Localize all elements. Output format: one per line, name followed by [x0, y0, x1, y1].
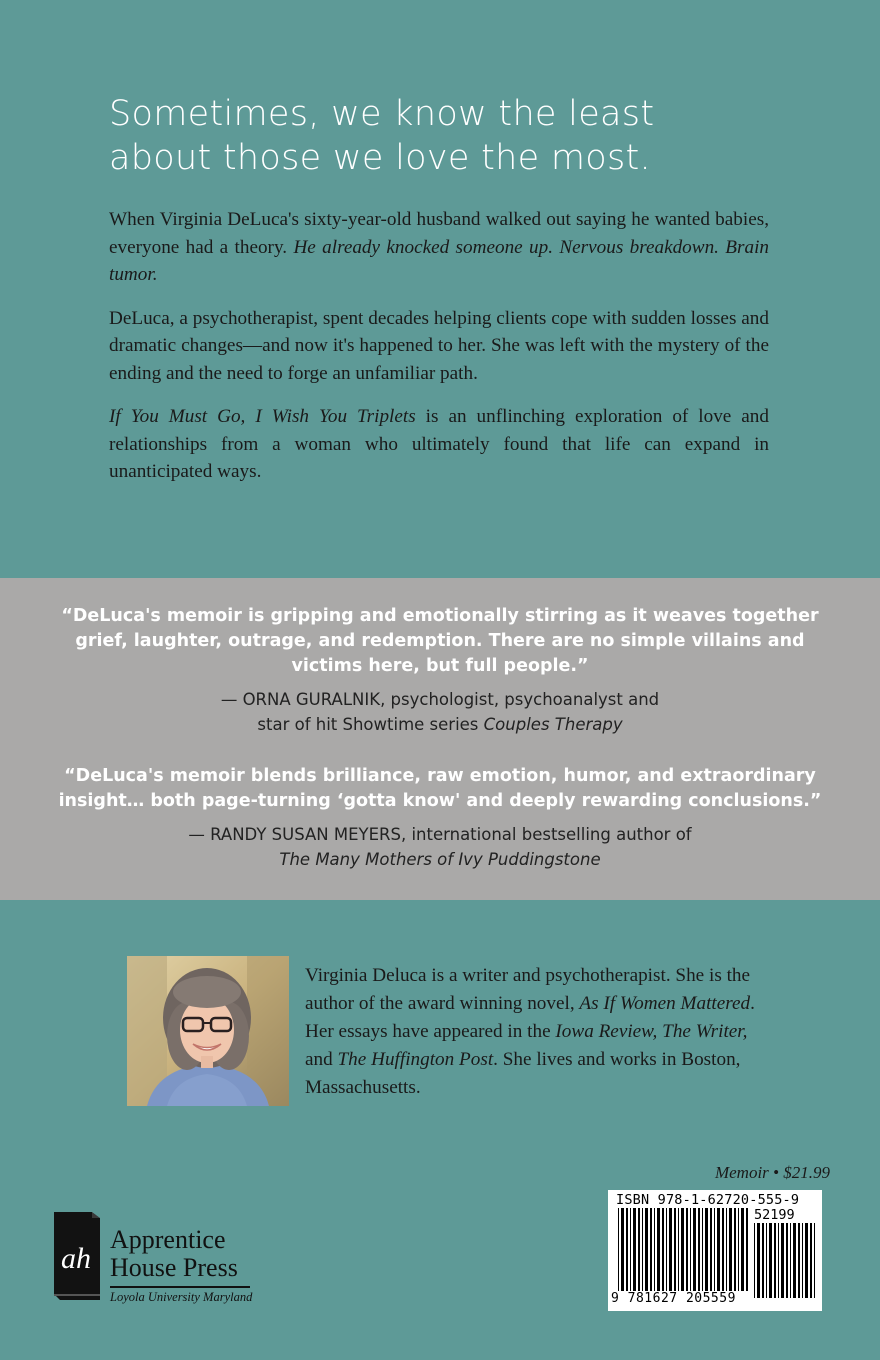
review-attribution-2 — [40, 822, 840, 872]
attribution-line: — ORNA GURALNIK, psychologist, psychoanalyst and — [220, 690, 660, 709]
barcode-bar — [693, 1208, 696, 1291]
barcode-bar — [633, 1208, 636, 1291]
barcode-bar — [666, 1208, 667, 1291]
review-quote-2: “DeLuca's memoir blends brilliance, raw emotion, humor, and extraordinary insight… both page-turning ‘gotta know' and deeply rewarding conclusions.” — [58, 766, 822, 811]
barcode-bar — [662, 1208, 664, 1291]
barcode-bar — [621, 1208, 624, 1291]
description-text: When Virginia DeLuca's sixty-year-old husband walked out saying he wanted babies, everyone had a theory. — [109, 209, 769, 258]
description-paragraph-2: DeLuca, a psychotherapist, spent decades helping clients cope with sudden losses and dramatic changes—and now it's happened to her. She was left with the mystery of the ending and the need to forge an unfamiliar path. — [109, 307, 769, 384]
barcode-bar — [741, 1208, 744, 1291]
author-portrait-illustration — [127, 956, 289, 1106]
barcode-bar — [805, 1223, 808, 1298]
description-italic-text: He already knocked someone up. Nervous breakdown. Brain tumor. — [109, 236, 770, 285]
barcode-bar — [714, 1208, 715, 1291]
barcode-bar — [798, 1223, 800, 1298]
barcode-bar — [762, 1223, 764, 1298]
barcode-bar — [814, 1223, 815, 1298]
attribution-line — [40, 712, 840, 737]
publisher-name-line-1: Apprentice — [110, 1225, 226, 1254]
attribution-line — [40, 847, 840, 872]
barcode-bar — [757, 1223, 760, 1298]
barcode-bar — [754, 1223, 755, 1298]
barcode-bar — [690, 1208, 691, 1291]
barcode-bar — [686, 1208, 688, 1291]
barcode-bar — [654, 1208, 655, 1291]
bio-text: and — [305, 1049, 338, 1070]
barcode-bar — [630, 1208, 631, 1291]
barcode-bar — [618, 1208, 619, 1291]
logo-letters: ah — [61, 1242, 91, 1275]
review-quote-1: “DeLuca's memoir is gripping and emotionally stirring as it weaves together grief, laughter, outrage, and redemption. There are no simple villains and victims here, but full people.” — [61, 606, 819, 676]
barcode-bar — [681, 1208, 684, 1291]
barcode-bar — [793, 1223, 796, 1298]
barcode-bar — [786, 1223, 788, 1298]
barcode-bar — [710, 1208, 712, 1291]
publisher-logo — [50, 1208, 280, 1308]
book-logo-icon — [50, 1208, 106, 1300]
book-title: The Many Mothers of Ivy Puddingstone — [279, 850, 601, 869]
barcode-bar — [657, 1208, 660, 1291]
barcode-bar — [774, 1223, 776, 1298]
barcode-bar — [650, 1208, 652, 1291]
barcode-bar — [717, 1208, 720, 1291]
book-description — [109, 206, 769, 502]
barcode-bar — [734, 1208, 736, 1291]
bio-text: . Her essays have appeared in the — [305, 993, 755, 1042]
tagline — [109, 92, 809, 180]
isbn-barcode — [608, 1190, 822, 1311]
barcode-bar — [790, 1223, 791, 1298]
book-title-reference: If You Must Go, I Wish You Triplets — [109, 406, 416, 427]
addon-barcode-bars — [754, 1223, 816, 1298]
bio-publication: The Huffington Post — [337, 1049, 494, 1070]
tagline-line-1: Sometimes, we know the least — [109, 94, 655, 134]
price-code: 52199 — [754, 1207, 795, 1223]
barcode-bar — [778, 1223, 779, 1298]
bio-publications: Iowa Review, The Writer, — [555, 1021, 748, 1042]
barcode-bar — [781, 1223, 784, 1298]
ean-barcode-bars — [618, 1208, 750, 1291]
bio-text: Virginia Deluca is a writer and psychotherapist. She is the author of the award winning novel, — [305, 965, 751, 1014]
description-paragraph-1 — [109, 206, 769, 289]
bio-text: . She lives and works in Boston, Massachusetts. — [305, 1049, 741, 1098]
publisher-name-line-2: House Press — [110, 1253, 238, 1282]
publisher-divider — [110, 1286, 250, 1288]
publisher-name — [110, 1226, 238, 1282]
tagline-line-2: about those we love the most. — [109, 138, 651, 178]
reviews-section — [0, 578, 880, 900]
review-attribution-1 — [40, 687, 840, 737]
bio-novel-title: As If Women Mattered — [579, 993, 751, 1014]
barcode-bar — [674, 1208, 676, 1291]
description-text: is an unflinching exploration of love and relationships from a woman who ultimately found that life can expand in unanticipated ways. — [109, 406, 769, 482]
show-title: Couples Therapy — [483, 715, 623, 734]
barcode-bar — [678, 1208, 679, 1291]
publisher-subtitle: Loyola University Maryland — [110, 1290, 253, 1304]
barcode-bar — [769, 1223, 772, 1298]
attribution-text: star of hit Showtime series — [257, 715, 484, 734]
barcode-bar — [645, 1208, 648, 1291]
description-paragraph-3 — [109, 403, 769, 486]
barcode-bar — [698, 1208, 700, 1291]
author-photo — [127, 956, 289, 1106]
barcode-bar — [705, 1208, 708, 1291]
barcode-bar — [738, 1208, 739, 1291]
barcode-bar — [810, 1223, 812, 1298]
barcode-bar — [722, 1208, 724, 1291]
barcode-bar — [669, 1208, 672, 1291]
barcode-bar — [626, 1208, 628, 1291]
barcode-bar — [702, 1208, 703, 1291]
barcode-bar — [766, 1223, 767, 1298]
attribution-line: — RANDY SUSAN MEYERS, international bestselling author of — [188, 825, 692, 844]
isbn-number: ISBN 978-1-62720-555-9 — [616, 1192, 800, 1208]
barcode-bar — [802, 1223, 803, 1298]
barcode-bar — [642, 1208, 643, 1291]
genre-price: Memoir • $21.99 — [714, 1163, 830, 1182]
barcode-bar — [746, 1208, 748, 1291]
author-bio — [305, 962, 765, 1102]
barcode-bar — [726, 1208, 727, 1291]
ean-digits: 9 781627 205559 — [611, 1291, 736, 1306]
barcode-bar — [638, 1208, 640, 1291]
barcode-bar — [729, 1208, 732, 1291]
